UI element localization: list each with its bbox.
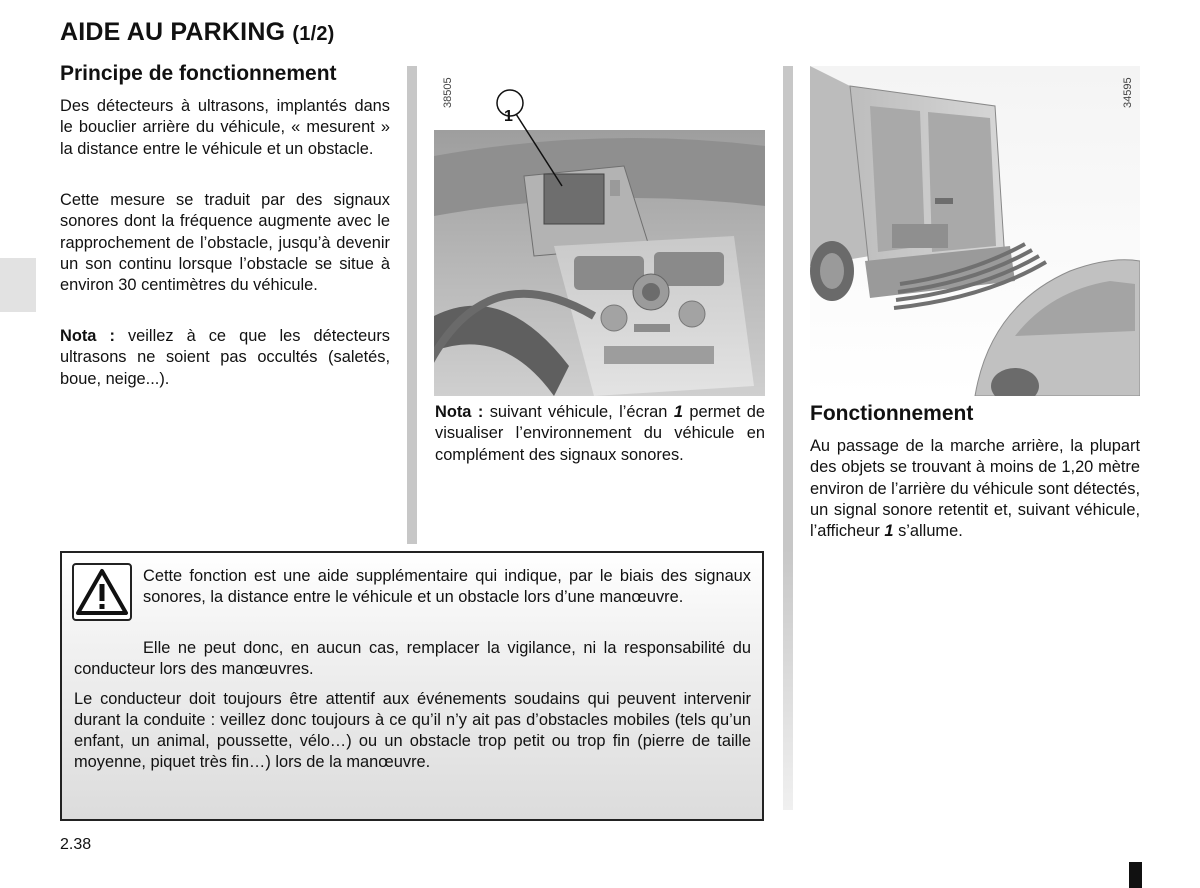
page-edge-marker: [1129, 862, 1142, 888]
operation-paragraph: [810, 436, 1140, 542]
column-separator-left: [407, 66, 417, 544]
van-drawing: [810, 66, 1140, 396]
warning-paragraph-2: Elle ne peut donc, en aucun cas, remplacer la vigilance, ni la responsabilité du conducteur lors des manœuvres.: [74, 639, 751, 678]
dashboard-note-ref: 1: [673, 403, 683, 421]
warning-paragraph-3: Le conducteur doit toujours être attentif aux événements soudains qui peuvent intervenir durant la conduite : veillez donc toujours à ce qu’il n’y ait pas d’obstacles mobiles (tels qu’un enfant, un animal, poussette, vélo…) ou un obstacle trop petit ou trop fin (pierre de taille moyenne, piquet très fin…) lors de la manœuvre.: [74, 690, 751, 771]
page-title-suffix: (1/2): [292, 23, 335, 45]
operation-text-b: s’allume.: [893, 522, 963, 541]
note-text: veillez à ce que les détecteurs ultrasons ne soient pas occultés (saletés, boue, neige...).: [60, 327, 391, 388]
warning-box: [60, 551, 764, 821]
principle-paragraph-2: Cette mesure se traduit par des signaux sonores dont la fréquence augmente avec le rapprochement de l’obstacle, jusqu’à devenir un son continu lorsque l’obstacle se situe à environ 30 centimètres du véhicule.: [60, 191, 390, 295]
warning-paragraph-1: Cette fonction est une aide supplémentaire qui indique, par le biais des signaux sonores, la distance entre le véhicule et un obstacle lors d’une manœuvre.: [143, 567, 751, 606]
page-number: 2.38: [60, 836, 92, 853]
section-heading-principle: Principe de fonctionnement: [60, 62, 337, 85]
principle-paragraph-1: Des détecteurs à ultrasons, implantés dans le bouclier arrière du véhicule, « mesurent » la distance entre le véhicule et un obstacle.: [60, 97, 390, 158]
figure-number-van: 34595: [1122, 77, 1134, 108]
operation-text-a: Au passage de la marche arrière, la plupart des objets se trouvant à moins de 1,20 mètre environ de l’arrière du véhicule sont détectés, un signal sonore retentit et, suivant véhicule, l’afficheur: [810, 437, 1140, 541]
figure-number-dashboard: 38505: [442, 77, 454, 108]
dashboard-note-label: Nota :: [435, 403, 484, 421]
dashboard-drawing: [434, 66, 765, 396]
column-separator-right: [783, 66, 793, 810]
operation-ref: 1: [884, 522, 894, 541]
page-title: [60, 18, 335, 47]
page-title-text: AIDE AU PARKING: [60, 18, 286, 46]
van-parking-illustration: [810, 66, 1140, 396]
callout-number: 1: [504, 108, 513, 125]
dashboard-note-text-b: permet de visualiser l’environnement du véhicule en complément des signaux sonores.: [435, 403, 766, 464]
note-label: Nota :: [60, 327, 115, 345]
dashboard-note: [435, 402, 765, 466]
section-heading-operation: Fonctionnement: [810, 402, 974, 425]
dashboard-note-text-a: suivant véhicule, l’écran: [483, 403, 674, 421]
chapter-tab: [0, 258, 36, 312]
principle-note: [60, 326, 390, 390]
warning-triangle-icon: [72, 563, 132, 621]
dashboard-illustration: [434, 66, 765, 396]
